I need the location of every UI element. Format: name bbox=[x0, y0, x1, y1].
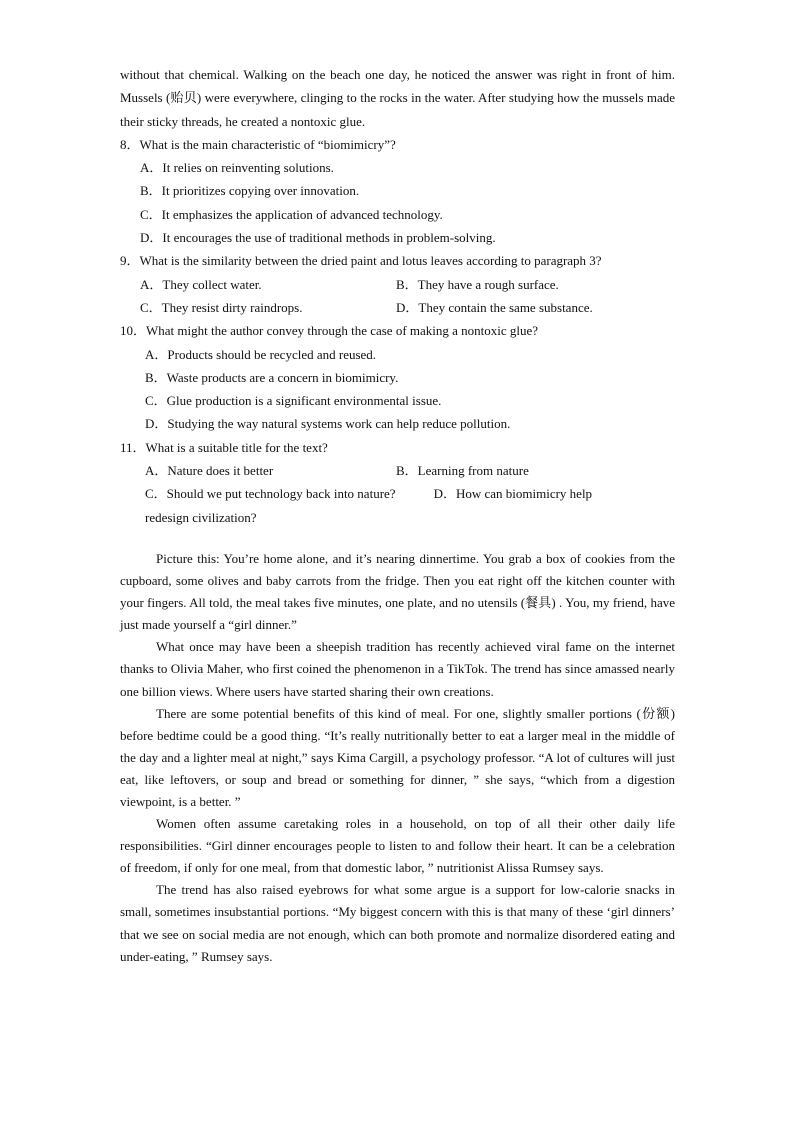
option-row bbox=[120, 296, 675, 319]
question-10-option-c: C．Glue production is a significant environmental issue. bbox=[145, 393, 442, 409]
question-8 bbox=[120, 133, 675, 249]
question-number: 9． bbox=[120, 253, 140, 269]
passage-b-paragraph-1: Picture this: You’re home alone, and it’s nearing dinnertime. You grab a box of cookies from the cupboard, some olives and baby carrots from the fridge. Then you eat right off the kitchen counter with your fingers. All told, the meal takes five minutes, one plate, and no utensils (餐具) . You, my friend, have just made yourself a “girl dinner.” bbox=[120, 550, 675, 633]
passage-b-paragraph-5: The trend has also raised eyebrows for what some argue is a support for low-calorie snacks in small, sometimes insubstantial portions. “My biggest concern with this is that many of these ‘girl dinners’ that we see on social media are not enough, which can both promote and normalize disordered eating and under-eating, ” Rumsey says. bbox=[120, 882, 675, 964]
document-page bbox=[120, 63, 675, 968]
question-text: What is the main characteristic of “biomimicry”? bbox=[139, 136, 396, 152]
question-9 bbox=[120, 249, 675, 319]
question-8-option-c: C．It emphasizes the application of advanced technology. bbox=[140, 206, 443, 222]
question-8-stem bbox=[120, 133, 675, 156]
passage-b-paragraph-2: What once may have been a sheepish tradition has recently achieved viral fame on the internet thanks to Olivia Maher, who first coined the phenomenon in a TikTok. The trend has since amassed nearly one billion views. Where users have started sharing their own creations. bbox=[120, 639, 675, 699]
question-9-option-a: A．They collect water. bbox=[140, 276, 262, 292]
question-8-option-a: A．It relies on reinventing solutions. bbox=[140, 160, 334, 176]
section-gap bbox=[120, 529, 675, 548]
question-9-option-b: B．They have a rough surface. bbox=[396, 276, 559, 292]
question-11-option-d: D．How can biomimicry help bbox=[433, 486, 593, 502]
question-10-option-d: D．Studying the way natural systems work can help reduce pollution. bbox=[145, 416, 511, 432]
option-row bbox=[120, 459, 675, 482]
question-10-option-b: B．Waste products are a concern in biomimicry. bbox=[145, 369, 399, 385]
question-10-stem bbox=[120, 319, 675, 342]
question-8-option-d: D．It encourages the use of traditional methods in problem-solving. bbox=[140, 230, 496, 246]
question-9-option-d: D．They contain the same substance. bbox=[396, 299, 593, 315]
question-number: 8． bbox=[120, 136, 140, 152]
question-number: 10． bbox=[120, 323, 147, 339]
question-text: What is the similarity between the dried paint and lotus leaves according to paragraph 3? bbox=[139, 253, 602, 269]
question-number: 11． bbox=[120, 439, 146, 455]
question-11-option-a: A．Nature does it better bbox=[145, 463, 274, 479]
option-row bbox=[120, 482, 675, 505]
passage-a-ending: without that chemical. Walking on the beach one day, he noticed the answer was right in front of him. Mussels (贻贝) were everywhere, clinging to the rocks in the water. After studying how the mussels made their sticky threads, he created a nontoxic glue. bbox=[120, 67, 675, 129]
option-row bbox=[120, 273, 675, 296]
question-8-option-b: B．It prioritizes copying over innovation. bbox=[140, 183, 360, 199]
question-11-option-c: C．Should we put technology back into nature? bbox=[145, 486, 396, 502]
question-10-option-a: A．Products should be recycled and reused. bbox=[145, 346, 377, 362]
question-9-stem bbox=[120, 249, 675, 272]
question-11-stem bbox=[120, 436, 675, 459]
question-11 bbox=[120, 436, 675, 529]
passage-b-paragraph-4: Women often assume caretaking roles in a household, on top of all their other daily life responsibilities. “Girl dinner encourages people to listen to and follow their heart. It can be a celebration of freedom, if only for one meal, from that domestic labor, ” nutritionist Alissa Rumsey says. bbox=[120, 816, 675, 876]
passage-b bbox=[120, 548, 675, 968]
question-11-option-b: B．Learning from nature bbox=[396, 463, 529, 479]
question-text: What is a suitable title for the text? bbox=[145, 439, 328, 455]
question-11-option-d-continuation: redesign civilization? bbox=[145, 509, 257, 525]
question-10 bbox=[120, 319, 675, 435]
question-9-option-c: C．They resist dirty raindrops. bbox=[140, 299, 303, 315]
passage-b-paragraph-3: There are some potential benefits of this kind of meal. For one, slightly smaller portions (份额) before bedtime could be a good thing. “It’s really nutritionally better to eat a larger meal in the middle of the day and a lighter meal at night,” says Kima Cargill, a psychology professor. “A lot of cultures will just eat, like leftovers, or soup and bread or something for dinner, ” she says, “which from a digestion viewpoint, is a better. ” bbox=[120, 705, 675, 809]
question-text: What might the author convey through the case of making a nontoxic glue? bbox=[146, 323, 539, 339]
